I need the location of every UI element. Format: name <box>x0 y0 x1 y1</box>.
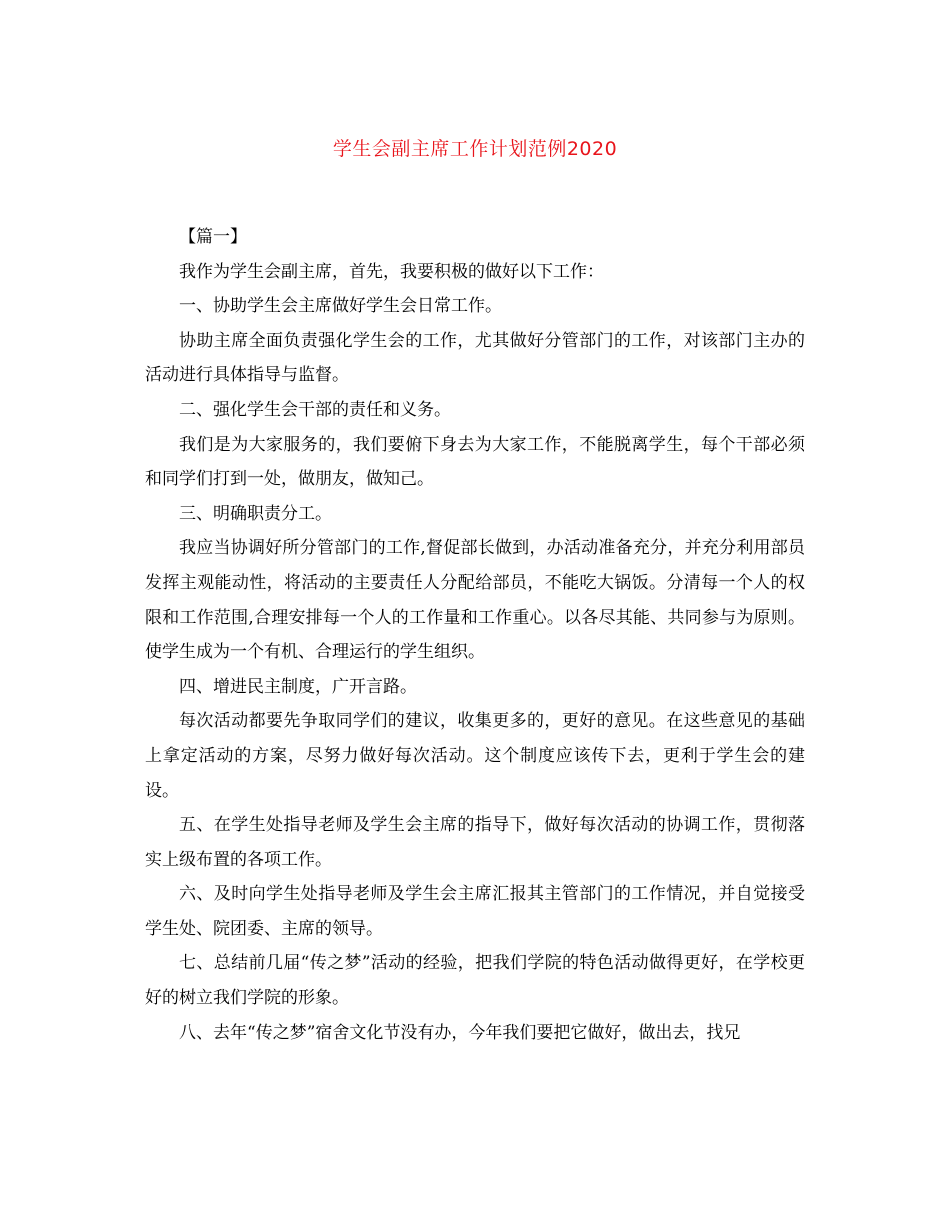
body-paragraph: 我应当协调好所分管部门的工作,督促部长做到，办活动准备充分，并充分利用部员发挥主观能动性，将活动的主要责任人分配给部员，不能吃大锅饭。分清每一个人的权限和工作范围,合理安排每一个人的工作量和工作重心。以各尽其能、共同参与为原则。使学生成为一个有机、合理运行的学生组织。 <box>145 538 805 663</box>
item-paragraph: 七、总结前几届“传之梦”活动的经验，把我们学院的特色活动做得更好，在学校更好的树立我们学院的形象。 <box>145 953 805 1009</box>
item-heading: 三、明确职责分工。 <box>179 503 332 524</box>
intro-paragraph: 我作为学生会副主席，首先，我要积极的做好以下工作： <box>179 261 604 282</box>
item-paragraph: 六、及时向学生处指导老师及学生会主席汇报其主管部门的工作情况，并自觉接受学生处、院团委、主席的领导。 <box>145 884 805 939</box>
item-heading: 一、协助学生会主席做好学生会日常工作。 <box>179 296 502 317</box>
document-title: 学生会副主席工作计划范例2020 <box>332 138 618 160</box>
document-body <box>145 220 805 1050</box>
item-heading: 二、强化学生会干部的责任和义务。 <box>179 399 451 420</box>
item-paragraph: 八、去年“传之梦”宿舍文化节没有办，今年我们要把它做好，做出去，找兄 <box>179 1022 741 1043</box>
body-paragraph: 我们是为大家服务的，我们要俯下身去为大家工作，不能脱离学生，每个干部必须和同学们打到一处，做朋友，做知己。 <box>145 434 805 490</box>
item-heading: 四、增进民主制度，广开言路。 <box>179 676 417 697</box>
body-paragraph: 每次活动都要先争取同学们的建议，收集更多的，更好的意见。在这些意见的基础上拿定活动的方案，尽努力做好每次活动。这个制度应该传下去，更利于学生会的建设。 <box>145 711 805 801</box>
section-heading: 【篇一】 <box>179 227 247 247</box>
item-paragraph: 五、在学生处指导老师及学生会主席的指导下，做好每次活动的协调工作，贯彻落实上级布置的各项工作。 <box>145 815 805 870</box>
body-paragraph: 协助主席全面负责强化学生会的工作，尤其做好分管部门的工作，对该部门主办的活动进行具体指导与监督。 <box>145 330 805 386</box>
